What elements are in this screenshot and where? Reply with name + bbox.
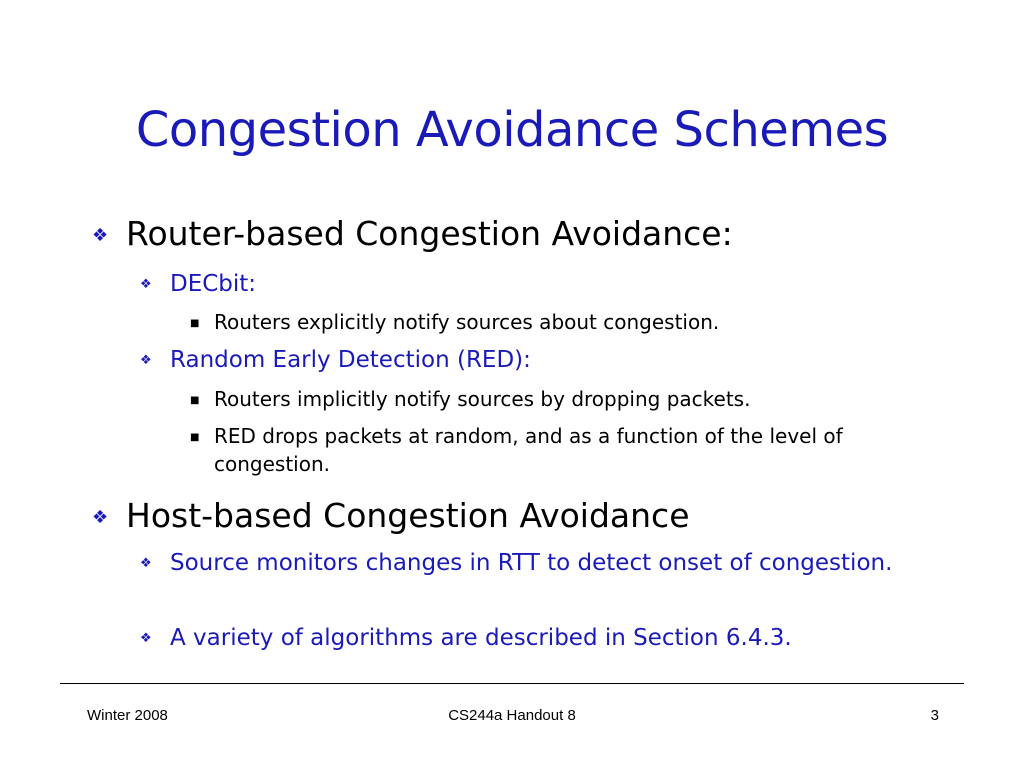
bullet-text: DECbit: [170, 271, 257, 297]
bullet-text: Host-based Congestion Avoidance [126, 496, 690, 535]
diamond-bullet-icon: ❖ [140, 277, 152, 292]
bullet-explicit-notify [190, 308, 950, 336]
bullet-text: RED drops packets at random, and as a function of the level of congestion. [214, 424, 843, 476]
footer-date: Winter 2008 [87, 707, 168, 724]
bullet-implicit-notify [190, 385, 950, 413]
bullet-red-drops [190, 422, 950, 478]
diamond-bullet-icon: ❖ [140, 556, 152, 571]
footer-handout: CS244a Handout 8 [448, 707, 576, 724]
footer-divider [60, 683, 964, 684]
bullet-text: Router-based Congestion Avoidance: [126, 214, 733, 253]
bullet-decbit [140, 266, 940, 302]
diamond-bullet-icon: ❖ [140, 631, 152, 646]
slide-title: Congestion Avoidance Schemes [135, 102, 889, 158]
bullet-text: Routers implicitly notify sources by dropping packets. [214, 387, 751, 411]
bullet-host-based [92, 496, 972, 536]
bullet-text: Random Early Detection (RED): [170, 347, 531, 373]
square-bullet-icon: ■ [190, 432, 200, 443]
bullet-algorithms [140, 620, 940, 656]
bullet-text: Routers explicitly notify sources about congestion. [214, 310, 720, 334]
bullet-router-based [92, 214, 972, 254]
diamond-bullet-icon: ❖ [92, 225, 109, 246]
footer-page-number: 3 [930, 707, 939, 724]
square-bullet-icon: ■ [190, 395, 200, 406]
diamond-bullet-icon: ❖ [92, 507, 109, 528]
bullet-text: Source monitors changes in RTT to detect onset of congestion. [170, 550, 893, 576]
diamond-bullet-icon: ❖ [140, 353, 152, 368]
square-bullet-icon: ■ [190, 318, 200, 329]
bullet-rtt-monitor [140, 545, 940, 581]
bullet-text: A variety of algorithms are described in Section 6.4.3. [170, 625, 792, 651]
bullet-red [140, 342, 940, 378]
